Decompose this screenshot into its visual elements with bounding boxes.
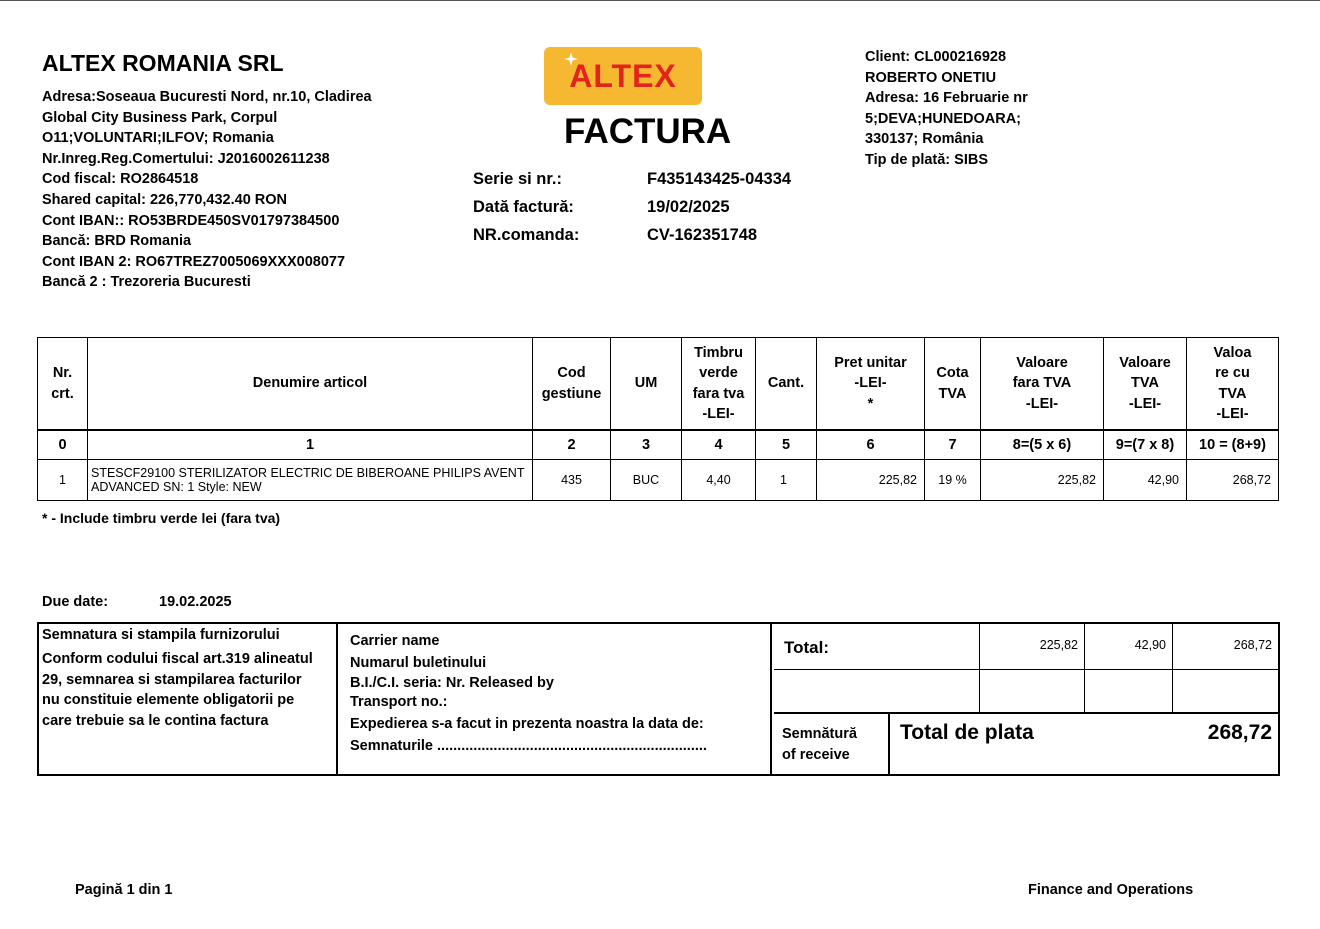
client-block [865,47,1075,171]
carrier-name: Carrier name [350,633,440,649]
shipping-statement: Expedierea s-a facut in prezenta noastra la data de: [350,716,704,733]
transport-number: Transport no.: [350,694,448,711]
empty-cell [980,670,1085,714]
col-header-val-cu-tva: Valoa re cu TVA -LEI- [1187,338,1279,431]
column-number: 3 [611,430,682,460]
cell-description: STESCF29100 STERILIZATOR ELECTRIC DE BIBEROANE PHILIPS AVENT ADVANCED SN: 1 Style: NEW [88,460,533,501]
grand-total-label: Total de plata [900,721,1034,744]
table-row [38,460,1279,501]
supplier-block [42,50,402,293]
col-header-cota: Cota TVA [925,338,981,431]
cell-um: BUC [611,460,682,501]
empty-cell [1085,670,1173,714]
cell-val-fara-tva: 225,82 [981,460,1104,501]
col-header-um: UM [611,338,682,431]
due-date-value: 19.02.2025 [159,594,232,610]
totals-box [774,624,1278,774]
column-number: 7 [925,430,981,460]
cell-nr: 1 [38,460,88,501]
column-number: 2 [533,430,611,460]
items-table [37,337,1279,501]
col-header-description: Denumire articol [88,338,533,431]
cell-cota: 19 % [925,460,981,501]
supplier-address-line: O11;VOLUNTARI;ILFOV; Romania [42,130,274,147]
column-number: 0 [38,430,88,460]
footnote: * - Include timbru verde lei (fara tva) [42,510,281,526]
carrier-id-number: Numarul buletinului [350,654,487,671]
col-header-val-fara-tva: Valoare fara TVA -LEI- [981,338,1104,431]
column-number: 10 = (8+9) [1187,430,1279,460]
supplier-capital: Shared capital: 226,770,432.40 RON [42,191,288,208]
total-cu-tva: 268,72 [1173,624,1278,670]
supplier-bank: Bancă: BRD Romania [42,233,192,250]
due-date-label: Due date: [42,594,109,610]
cell-val-cu-tva: 268,72 [1187,460,1279,501]
total-label: Total: [774,624,980,670]
fiscal-note-line: care trebuie sa le contina factura [42,712,269,729]
client-name: ROBERTO ONETIU [865,69,997,86]
supplier-registration: Nr.Inreg.Reg.Comertului: J2016002611238 [42,150,330,167]
invoice-date-label: Dată factură: [473,198,574,216]
col-header-nr: Nr. crt. [38,338,88,431]
col-header-cod: Cod gestiune [533,338,611,431]
supplier-address-line: Global City Business Park, Corpul [42,109,278,126]
column-number: 1 [88,430,533,460]
supplier-address-line: Adresa:Soseaua Bucuresti Nord, nr.10, Cladirea [42,89,372,105]
cell-cant: 1 [756,460,817,501]
grand-total-value: 268,72 [1207,721,1272,744]
payment-type: Tip de plată: SIBS [865,151,989,168]
logo-text: ALTEX [569,58,677,94]
invoice-series-label: Serie si nr.: [473,170,562,188]
order-number-value: CV-162351748 [647,226,758,244]
column-number: 4 [682,430,756,460]
col-header-val-tva: Valoare TVA -LEI- [1104,338,1187,431]
cell-cod: 435 [533,460,611,501]
client-id: Client: CL000216928 [865,49,1007,65]
total-fara-tva: 225,82 [980,624,1085,670]
col-header-timbru: Timbru verde fara tva -LEI- [682,338,756,431]
carrier-id-series: B.I./C.I. seria: Nr. Released by [350,674,554,691]
document-title: FACTURA [564,112,732,151]
receiver-signature-label: of receive [782,747,850,763]
column-number: 8=(5 x 6) [981,430,1104,460]
table-header-row [38,338,1279,431]
supplier-signature-title: Semnatura si stampila furnizorului [42,627,280,643]
client-address-line: 330137; România [865,131,984,148]
top-border-line [0,0,1320,1]
column-number: 5 [756,430,817,460]
supplier-signature-box [39,624,338,774]
supplier-name: ALTEX ROMANIA SRL [42,50,284,76]
client-address-line: Adresa: 16 Februarie nr [865,90,1028,107]
carrier-signatures: Semnaturile ................................................................... [350,737,707,754]
column-number: 6 [817,430,925,460]
altex-logo [544,47,702,105]
column-number: 9=(7 x 8) [1104,430,1187,460]
supplier-iban: Cont IBAN:: RO53BRDE450SV01797384500 [42,212,340,229]
col-header-pret: Pret unitar -LEI- * [817,338,925,431]
supplier-iban-2: Cont IBAN 2: RO67TREZ7005069XXX008077 [42,253,346,270]
total-tva: 42,90 [1085,624,1173,670]
cell-timbru: 4,40 [682,460,756,501]
invoice-series-value: F435143425-04334 [647,170,792,188]
cell-val-tva: 42,90 [1104,460,1187,501]
carrier-box [340,624,772,774]
fiscal-note-line: 29, semnarea si stampilarea facturilor [42,671,302,688]
invoice-date-value: 19/02/2025 [647,198,730,216]
fiscal-note-line: Conform codului fiscal art.319 alineatul [42,651,313,667]
empty-cell [774,670,980,714]
receiver-signature [774,714,890,774]
supplier-fiscal-code: Cod fiscal: RO2864518 [42,171,199,188]
cell-pret: 225,82 [817,460,925,501]
client-address-line: 5;DEVA;HUNEDOARA; [865,110,1022,127]
department-label: Finance and Operations [1028,882,1194,898]
empty-cell [1173,670,1278,714]
fiscal-note-line: nu constituie elemente obligatorii pe [42,692,295,708]
supplier-bank-2: Bancă 2 : Trezoreria Bucuresti [42,274,251,291]
signature-totals-block [37,622,1280,776]
page-number: Pagină 1 din 1 [75,882,173,898]
column-number-row [38,430,1279,460]
col-header-cant: Cant. [756,338,817,431]
order-number-label: NR.comanda: [473,226,580,244]
receiver-signature-label: Semnătură [782,726,857,742]
